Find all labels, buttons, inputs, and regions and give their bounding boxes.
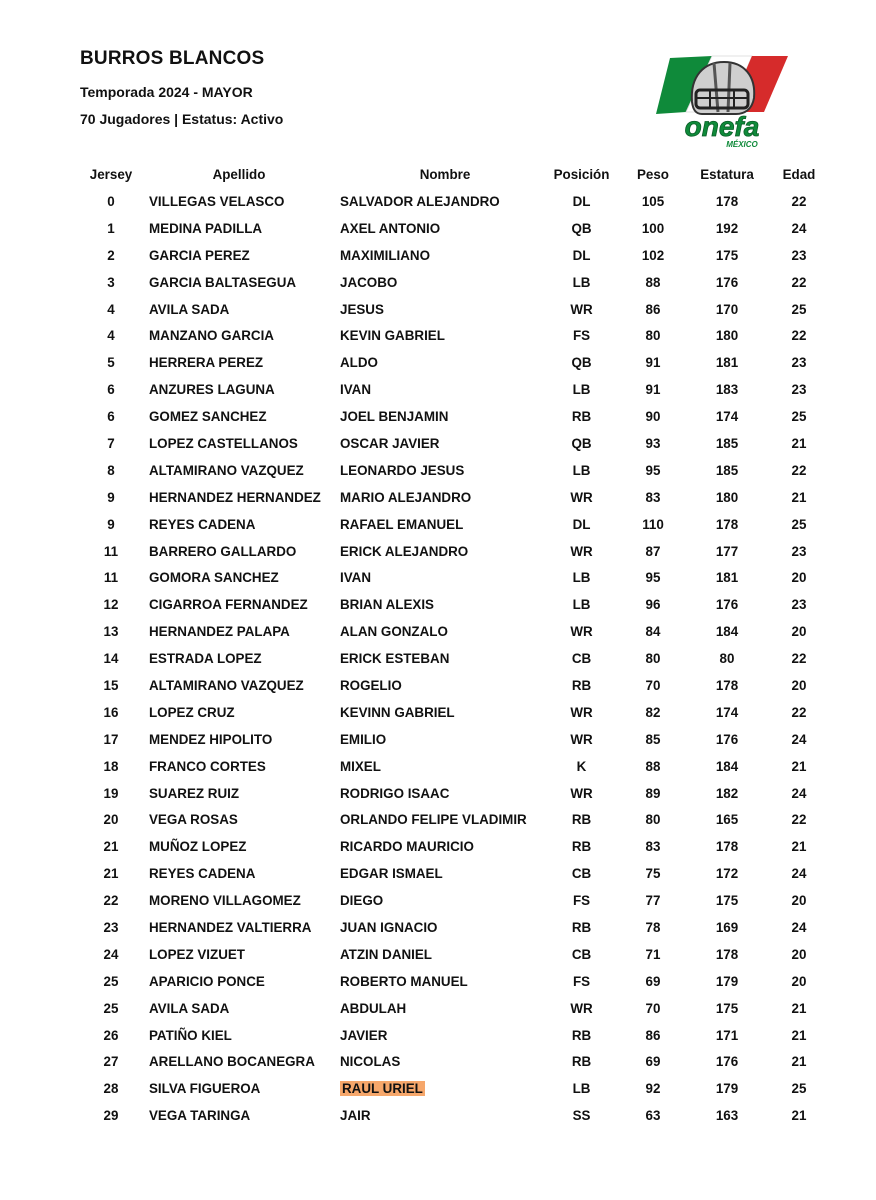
cell-edad: 23	[791, 597, 807, 613]
cell-posicion: QB	[571, 355, 592, 371]
cell-posicion: CB	[571, 651, 592, 667]
cell-edad: 22	[791, 704, 807, 720]
cell-edad: 20	[791, 570, 807, 586]
cell-peso: 89	[645, 785, 661, 801]
table-row	[84, 322, 837, 349]
cell-jersey: 23	[103, 919, 119, 935]
cell-jersey: 12	[103, 597, 119, 613]
cell-jersey: 25	[103, 973, 119, 989]
cell-posicion: WR	[570, 731, 593, 747]
roster-body	[84, 188, 837, 1129]
cell-estatura: 178	[715, 677, 739, 693]
onefa-logo	[652, 52, 792, 150]
cell-edad: 25	[791, 1081, 807, 1097]
season-label: Temporada 2024 - MAYOR	[80, 84, 253, 100]
cell-estatura: 184	[715, 624, 739, 640]
cell-posicion: WR	[570, 489, 593, 505]
table-row	[84, 914, 837, 941]
cell-apellido: MORENO VILLAGOMEZ	[149, 893, 301, 909]
svg-text:onefa: onefa	[684, 111, 760, 142]
cell-posicion: FS	[572, 328, 591, 344]
cell-edad: 20	[791, 624, 807, 640]
cell-apellido: MENDEZ HIPOLITO	[149, 731, 273, 747]
cell-apellido: ESTRADA LOPEZ	[149, 651, 262, 667]
cell-apellido: AVILA SADA	[149, 1000, 230, 1016]
cell-estatura: 180	[715, 489, 739, 505]
cell-jersey: 7	[107, 435, 115, 451]
table-row	[84, 699, 837, 726]
cell-estatura: 184	[715, 758, 739, 774]
cell-jersey: 24	[103, 946, 119, 962]
cell-peso: 102	[641, 247, 665, 263]
cell-jersey: 22	[103, 893, 119, 909]
cell-edad: 22	[791, 328, 807, 344]
cell-estatura: 178	[715, 193, 739, 209]
cell-peso: 91	[645, 382, 661, 398]
table-row	[84, 403, 837, 430]
cell-jersey: 29	[103, 1108, 119, 1124]
table-row	[84, 376, 837, 403]
cell-nombre: MAXIMILIANO	[340, 247, 431, 263]
cell-jersey: 11	[103, 570, 119, 586]
cell-estatura: 179	[715, 1081, 739, 1097]
cell-edad: 21	[791, 839, 807, 855]
table-row	[84, 887, 837, 914]
cell-apellido: BARRERO GALLARDO	[149, 543, 297, 559]
cell-peso: 69	[645, 1054, 661, 1070]
table-header-row	[84, 160, 837, 188]
cell-nombre	[340, 1075, 550, 1102]
cell-edad: 25	[791, 301, 807, 317]
table-row	[84, 188, 837, 215]
table-row	[84, 564, 837, 591]
cell-edad: 21	[791, 489, 807, 505]
cell-nombre: JOEL BENJAMIN	[340, 409, 449, 425]
cell-estatura: 180	[715, 328, 739, 344]
cell-jersey: 16	[103, 704, 119, 720]
cell-peso: 100	[641, 220, 665, 236]
cell-edad: 21	[791, 1000, 807, 1016]
cell-nombre: JESUS	[340, 301, 384, 317]
column-header-apellido: Apellido	[212, 166, 266, 182]
cell-posicion: WR	[570, 1000, 593, 1016]
cell-peso: 78	[645, 919, 661, 935]
table-row	[84, 806, 837, 833]
cell-estatura: 175	[715, 893, 739, 909]
cell-apellido: GARCIA BALTASEGUA	[149, 274, 297, 290]
cell-nombre: RICARDO MAURICIO	[340, 839, 474, 855]
cell-nombre: LEONARDO JESUS	[340, 462, 465, 478]
cell-peso: 63	[645, 1108, 661, 1124]
cell-posicion: RB	[571, 409, 592, 425]
table-row	[84, 618, 837, 645]
cell-posicion: WR	[570, 624, 593, 640]
helmet-icon	[652, 52, 792, 150]
cell-peso: 70	[645, 677, 661, 693]
table-row	[84, 753, 837, 780]
cell-apellido: REYES CADENA	[149, 516, 256, 532]
cell-apellido: HERNANDEZ VALTIERRA	[149, 919, 312, 935]
cell-estatura: 170	[715, 301, 739, 317]
cell-apellido: REYES CADENA	[149, 866, 256, 882]
cell-posicion: RB	[571, 812, 592, 828]
cell-edad: 25	[791, 409, 807, 425]
column-header-nombre: Nombre	[419, 166, 471, 182]
cell-edad: 20	[791, 946, 807, 962]
cell-posicion: FS	[572, 893, 591, 909]
cell-nombre: ALDO	[340, 355, 378, 371]
svg-text:MÉXICO: MÉXICO	[726, 140, 758, 149]
cell-jersey: 8	[107, 462, 115, 478]
cell-posicion: RB	[571, 1054, 592, 1070]
cell-apellido: GARCIA PEREZ	[149, 247, 250, 263]
cell-edad: 21	[791, 1054, 807, 1070]
cell-estatura: 183	[715, 382, 739, 398]
cell-apellido: ALTAMIRANO VAZQUEZ	[149, 677, 304, 693]
cell-jersey: 6	[107, 409, 115, 425]
cell-estatura: 174	[715, 409, 739, 425]
cell-apellido: VILLEGAS VELASCO	[149, 193, 285, 209]
cell-peso: 70	[645, 1000, 661, 1016]
cell-nombre: JAIR	[340, 1108, 371, 1124]
cell-jersey: 3	[107, 274, 115, 290]
cell-jersey: 17	[103, 731, 119, 747]
cell-nombre: RODRIGO ISAAC	[340, 785, 450, 801]
table-row	[84, 457, 837, 484]
cell-apellido: MUÑOZ LOPEZ	[149, 839, 247, 855]
cell-estatura: 192	[715, 220, 739, 236]
cell-apellido: LOPEZ CASTELLANOS	[149, 435, 298, 451]
cell-estatura: 171	[715, 1027, 739, 1043]
cell-nombre: MIXEL	[340, 758, 381, 774]
column-header-jersey: Jersey	[89, 166, 133, 182]
cell-jersey: 2	[107, 247, 115, 263]
cell-nombre: MARIO ALEJANDRO	[340, 489, 472, 505]
highlighted-name: RAUL URIEL	[342, 1081, 423, 1097]
cell-jersey: 11	[103, 543, 119, 559]
cell-peso: 95	[645, 570, 661, 586]
cell-peso: 110	[642, 516, 664, 532]
cell-apellido: VEGA ROSAS	[149, 812, 238, 828]
cell-posicion: CB	[571, 946, 592, 962]
cell-estatura: 176	[715, 597, 739, 613]
cell-jersey: 9	[107, 516, 115, 532]
table-row	[84, 833, 837, 860]
cell-peso: 93	[645, 435, 661, 451]
cell-estatura: 169	[715, 919, 739, 935]
cell-posicion: LB	[572, 382, 591, 398]
table-row	[84, 672, 837, 699]
table-row	[84, 430, 837, 457]
cell-edad: 20	[791, 677, 807, 693]
table-row	[84, 349, 837, 376]
table-row	[84, 484, 837, 511]
cell-posicion: LB	[572, 274, 591, 290]
cell-nombre: NICOLAS	[340, 1054, 401, 1070]
cell-estatura: 178	[715, 946, 739, 962]
cell-peso: 83	[645, 839, 661, 855]
cell-jersey: 4	[107, 301, 115, 317]
table-row	[84, 1075, 837, 1102]
cell-apellido: HERNANDEZ PALAPA	[149, 624, 290, 640]
table-row	[84, 1022, 837, 1049]
cell-apellido: HERRERA PEREZ	[149, 355, 264, 371]
cell-peso: 69	[645, 973, 661, 989]
cell-edad: 25	[791, 516, 807, 532]
cell-nombre: RAFAEL EMANUEL	[340, 516, 464, 532]
cell-jersey: 21	[103, 839, 119, 855]
column-header-peso: Peso	[636, 166, 669, 182]
cell-posicion: LB	[572, 570, 591, 586]
cell-edad: 22	[791, 274, 807, 290]
cell-estatura: 175	[715, 1000, 739, 1016]
cell-peso: 88	[645, 758, 661, 774]
table-row	[84, 1049, 837, 1076]
cell-estatura: 176	[715, 274, 739, 290]
cell-edad: 24	[791, 220, 807, 236]
cell-posicion: WR	[570, 301, 593, 317]
cell-jersey: 20	[103, 812, 119, 828]
roster-summary: 70 Jugadores | Estatus: Activo	[80, 111, 284, 127]
table-row	[84, 511, 837, 538]
cell-estatura: 175	[715, 247, 739, 263]
cell-nombre: ROBERTO MANUEL	[340, 973, 468, 989]
cell-peso: 91	[645, 355, 661, 371]
cell-edad: 21	[791, 758, 807, 774]
cell-nombre: IVAN	[340, 570, 371, 586]
cell-peso: 105	[641, 193, 665, 209]
cell-estatura: 176	[715, 1054, 739, 1070]
cell-jersey: 6	[107, 382, 115, 398]
table-row	[84, 645, 837, 672]
cell-nombre: ALAN GONZALO	[340, 624, 448, 640]
cell-edad: 24	[791, 866, 807, 882]
cell-peso: 77	[645, 893, 661, 909]
cell-nombre: AXEL ANTONIO	[340, 220, 441, 236]
cell-nombre: OSCAR JAVIER	[340, 435, 440, 451]
cell-posicion: LB	[572, 597, 591, 613]
cell-estatura: 172	[715, 866, 739, 882]
cell-nombre: DIEGO	[340, 893, 384, 909]
cell-peso: 85	[645, 731, 661, 747]
cell-edad: 20	[791, 893, 807, 909]
cell-posicion: LB	[572, 462, 591, 478]
table-row	[84, 1102, 837, 1129]
cell-estatura: 181	[715, 570, 739, 586]
cell-posicion: RB	[571, 677, 592, 693]
table-row	[84, 242, 837, 269]
cell-apellido: SILVA FIGUEROA	[149, 1081, 261, 1097]
cell-apellido: CIGARROA FERNANDEZ	[149, 597, 308, 613]
cell-peso: 86	[645, 1027, 661, 1043]
cell-jersey: 19	[103, 785, 119, 801]
cell-posicion: DL	[572, 516, 591, 532]
cell-posicion: DL	[572, 247, 591, 263]
cell-estatura: 185	[715, 435, 739, 451]
cell-apellido: LOPEZ VIZUET	[149, 946, 245, 962]
table-row	[84, 591, 837, 618]
cell-nombre: KEVINN GABRIEL	[340, 704, 455, 720]
cell-peso: 71	[645, 946, 661, 962]
cell-posicion: CB	[571, 866, 592, 882]
cell-apellido: GOMEZ SANCHEZ	[149, 409, 267, 425]
cell-nombre: JAVIER	[340, 1027, 388, 1043]
cell-nombre: ROGELIO	[340, 677, 402, 693]
cell-nombre: ABDULAH	[340, 1000, 407, 1016]
cell-edad: 24	[791, 919, 807, 935]
cell-estatura: 80	[719, 651, 735, 667]
roster-header	[80, 48, 283, 138]
cell-jersey: 14	[103, 651, 119, 667]
cell-apellido: LOPEZ CRUZ	[149, 704, 235, 720]
cell-edad: 23	[791, 247, 807, 263]
cell-jersey: 13	[103, 624, 119, 640]
cell-jersey: 21	[103, 866, 119, 882]
cell-peso: 80	[645, 328, 661, 344]
cell-peso: 86	[645, 301, 661, 317]
cell-edad: 23	[791, 543, 807, 559]
cell-posicion: WR	[570, 704, 593, 720]
column-header-posicion: Posición	[553, 166, 610, 182]
cell-posicion: RB	[571, 919, 592, 935]
cell-apellido: MEDINA PADILLA	[149, 220, 263, 236]
cell-nombre: KEVIN GABRIEL	[340, 328, 445, 344]
cell-apellido: ARELLANO BOCANEGRA	[149, 1054, 315, 1070]
cell-jersey: 1	[107, 220, 115, 236]
table-row	[84, 780, 837, 807]
cell-edad: 20	[791, 973, 807, 989]
cell-posicion: QB	[571, 435, 592, 451]
cell-peso: 75	[645, 866, 661, 882]
cell-posicion: FS	[572, 973, 591, 989]
cell-apellido: ANZURES LAGUNA	[149, 382, 275, 398]
cell-jersey: 15	[103, 677, 119, 693]
cell-apellido: FRANCO CORTES	[149, 758, 266, 774]
cell-jersey: 18	[103, 758, 119, 774]
cell-edad: 23	[791, 382, 807, 398]
cell-peso: 87	[645, 543, 661, 559]
cell-posicion: WR	[570, 785, 593, 801]
cell-estatura: 165	[715, 812, 739, 828]
cell-edad: 24	[791, 731, 807, 747]
table-row	[84, 269, 837, 296]
cell-estatura: 181	[715, 355, 739, 371]
cell-nombre: ERICK ALEJANDRO	[340, 543, 469, 559]
cell-jersey: 5	[107, 355, 115, 371]
cell-apellido: PATIÑO KIEL	[149, 1027, 232, 1043]
cell-nombre: ATZIN DANIEL	[340, 946, 432, 962]
cell-peso: 90	[645, 409, 661, 425]
cell-jersey: 27	[103, 1054, 119, 1070]
cell-posicion: DL	[572, 193, 591, 209]
roster-table	[84, 160, 837, 1129]
cell-edad: 22	[791, 193, 807, 209]
cell-posicion: RB	[571, 839, 592, 855]
table-row	[84, 215, 837, 242]
cell-estatura: 176	[715, 731, 739, 747]
cell-jersey: 0	[107, 193, 115, 209]
cell-nombre: SALVADOR ALEJANDRO	[340, 193, 500, 209]
cell-estatura: 178	[715, 839, 739, 855]
cell-peso: 83	[645, 489, 661, 505]
table-row	[84, 941, 837, 968]
cell-posicion: RB	[571, 1027, 592, 1043]
cell-nombre: BRIAN ALEXIS	[340, 597, 434, 613]
cell-estatura: 178	[715, 516, 739, 532]
table-row	[84, 995, 837, 1022]
cell-estatura: 179	[715, 973, 739, 989]
cell-posicion: K	[576, 758, 587, 774]
cell-nombre: EDGAR ISMAEL	[340, 866, 443, 882]
cell-edad: 22	[791, 651, 807, 667]
cell-nombre: IVAN	[340, 382, 371, 398]
cell-edad: 24	[791, 785, 807, 801]
cell-estatura: 163	[715, 1108, 739, 1124]
cell-nombre: JACOBO	[340, 274, 398, 290]
cell-nombre: JUAN IGNACIO	[340, 919, 438, 935]
cell-apellido: SUAREZ RUIZ	[149, 785, 240, 801]
cell-peso: 92	[645, 1081, 661, 1097]
cell-posicion: LB	[572, 1081, 591, 1097]
cell-jersey: 28	[103, 1081, 119, 1097]
cell-edad: 21	[791, 435, 807, 451]
cell-posicion: QB	[571, 220, 592, 236]
cell-estatura: 174	[715, 704, 739, 720]
cell-peso: 84	[645, 624, 661, 640]
cell-jersey: 4	[107, 328, 115, 344]
cell-peso: 80	[645, 651, 661, 667]
cell-nombre: ORLANDO FELIPE VLADIMIR	[340, 812, 527, 828]
table-row	[84, 296, 837, 323]
column-header-edad: Edad	[782, 166, 816, 182]
cell-nombre: ERICK ESTEBAN	[340, 651, 450, 667]
cell-edad: 21	[791, 1108, 807, 1124]
cell-peso: 96	[645, 597, 661, 613]
cell-apellido: MANZANO GARCIA	[149, 328, 274, 344]
cell-edad: 22	[791, 812, 807, 828]
cell-apellido: APARICIO PONCE	[149, 973, 265, 989]
cell-peso: 82	[645, 704, 661, 720]
cell-edad: 22	[791, 462, 807, 478]
cell-posicion: WR	[570, 543, 593, 559]
cell-apellido: AVILA SADA	[149, 301, 230, 317]
column-header-estatura: Estatura	[700, 166, 754, 182]
cell-apellido: GOMORA SANCHEZ	[149, 570, 279, 586]
cell-apellido: HERNANDEZ HERNANDEZ	[149, 489, 321, 505]
table-row	[84, 538, 837, 565]
cell-estatura: 177	[715, 543, 739, 559]
table-row	[84, 860, 837, 887]
cell-estatura: 185	[715, 462, 739, 478]
team-title: BURROS BLANCOS	[80, 48, 265, 69]
cell-peso: 80	[645, 812, 661, 828]
cell-edad: 21	[791, 1027, 807, 1043]
cell-estatura: 182	[715, 785, 739, 801]
cell-jersey: 9	[107, 489, 115, 505]
cell-nombre: EMILIO	[340, 731, 387, 747]
table-row	[84, 726, 837, 753]
cell-jersey: 25	[103, 1000, 119, 1016]
cell-peso: 95	[645, 462, 661, 478]
cell-peso: 88	[645, 274, 661, 290]
table-row	[84, 968, 837, 995]
cell-apellido: VEGA TARINGA	[149, 1108, 251, 1124]
cell-apellido: ALTAMIRANO VAZQUEZ	[149, 462, 304, 478]
cell-edad: 23	[791, 355, 807, 371]
cell-posicion: SS	[572, 1108, 591, 1124]
cell-jersey: 26	[103, 1027, 119, 1043]
